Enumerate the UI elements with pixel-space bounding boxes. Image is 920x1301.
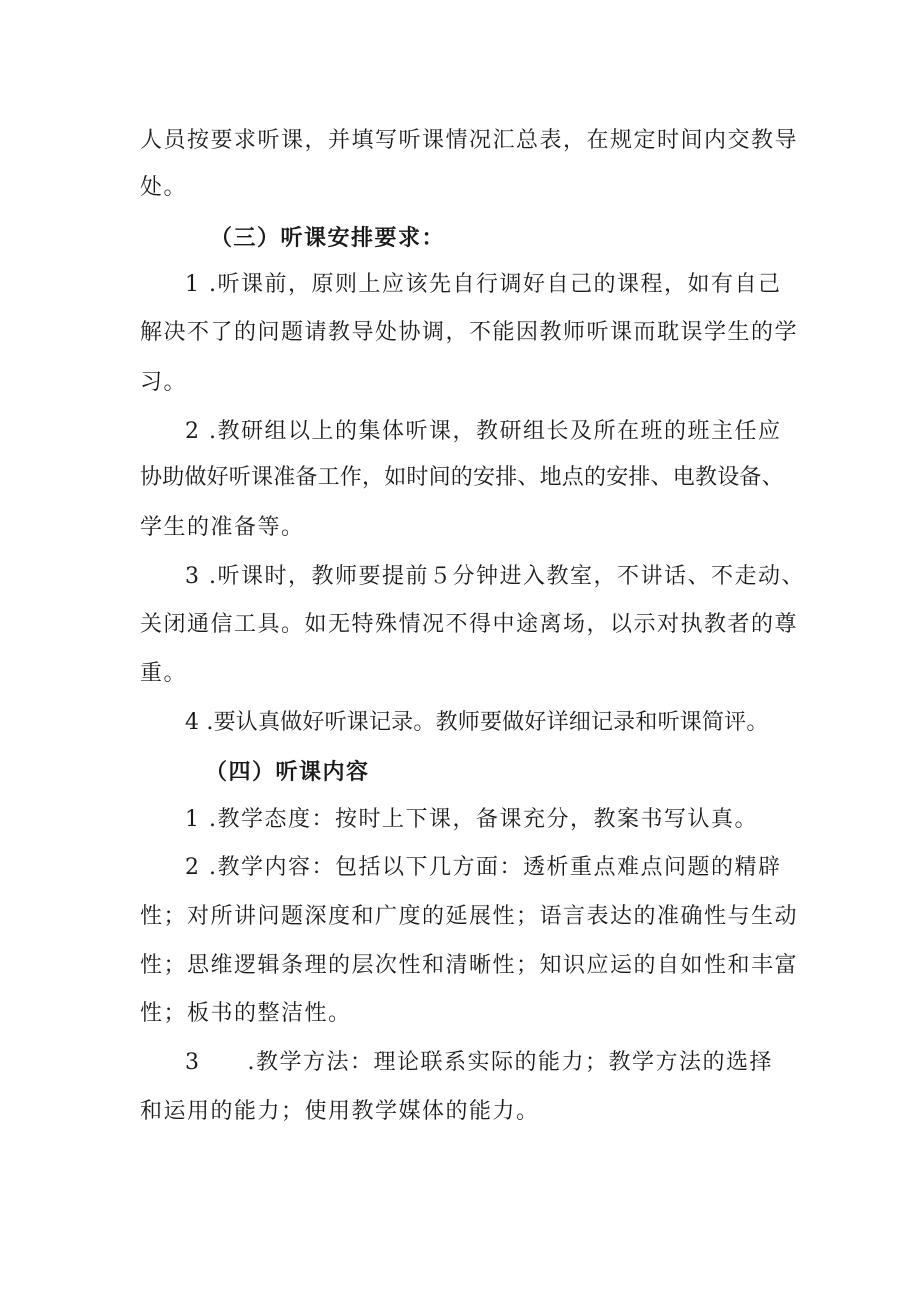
section-heading-4: （四）听课内容	[205, 759, 370, 785]
paragraph-line: 处。	[140, 175, 188, 200]
list-item-line: 4 .要认真做好听课记录。教师要做好详细记录和听课简评。	[185, 710, 769, 735]
list-item-line: 3 .教学方法：理论联系实际的能力；教学方法的选择	[185, 1050, 773, 1075]
list-item-line: 2 .教学内容：包括以下几方面：透析重点难点问题的精辟	[185, 855, 782, 880]
list-item-line: 解决不了的问题请教导处协调，不能因教师听课而耽误学生的学	[140, 320, 799, 345]
list-item-line: 协助做好听课准备工作，如时间的安排、地点的安排、电教设备、	[140, 465, 784, 490]
list-item-line: 习。	[140, 370, 188, 395]
list-item-line: 性；对所讲问题深度和广度的延展性；语言表达的准确性与生动	[140, 904, 799, 929]
list-item-line: 学生的准备等。	[140, 515, 305, 540]
list-item-line: 2 .教研组以上的集体听课，教研组长及所在班的班主任应	[185, 419, 782, 444]
list-item-line: 3 .听课时，教师要提前５分钟进入教室，不讲话、不走动、	[185, 564, 805, 589]
list-item-line: 1 .教学态度：按时上下课，备课充分，教案书写认真。	[185, 807, 758, 832]
list-item-line: 和运用的能力；使用教学媒体的能力。	[140, 1099, 540, 1124]
list-item-line: 关闭通信工具。如无特殊情况不得中途离场，以示对执教者的尊	[140, 612, 799, 637]
paragraph-line: 人员按要求听课，并填写听课情况汇总表，在规定时间内交教导	[140, 128, 799, 153]
list-item-line: 1 .听课前，原则上应该先自行调好自己的课程，如有自己	[185, 272, 782, 297]
list-item-line: 性；思维逻辑条理的层次性和清晰性；知识应运的自如性和丰富	[140, 953, 799, 978]
list-item-line: 重。	[140, 661, 188, 686]
list-item-line: 性；板书的整洁性。	[140, 1001, 352, 1026]
section-heading-3: （三）听课安排要求：	[210, 225, 446, 251]
